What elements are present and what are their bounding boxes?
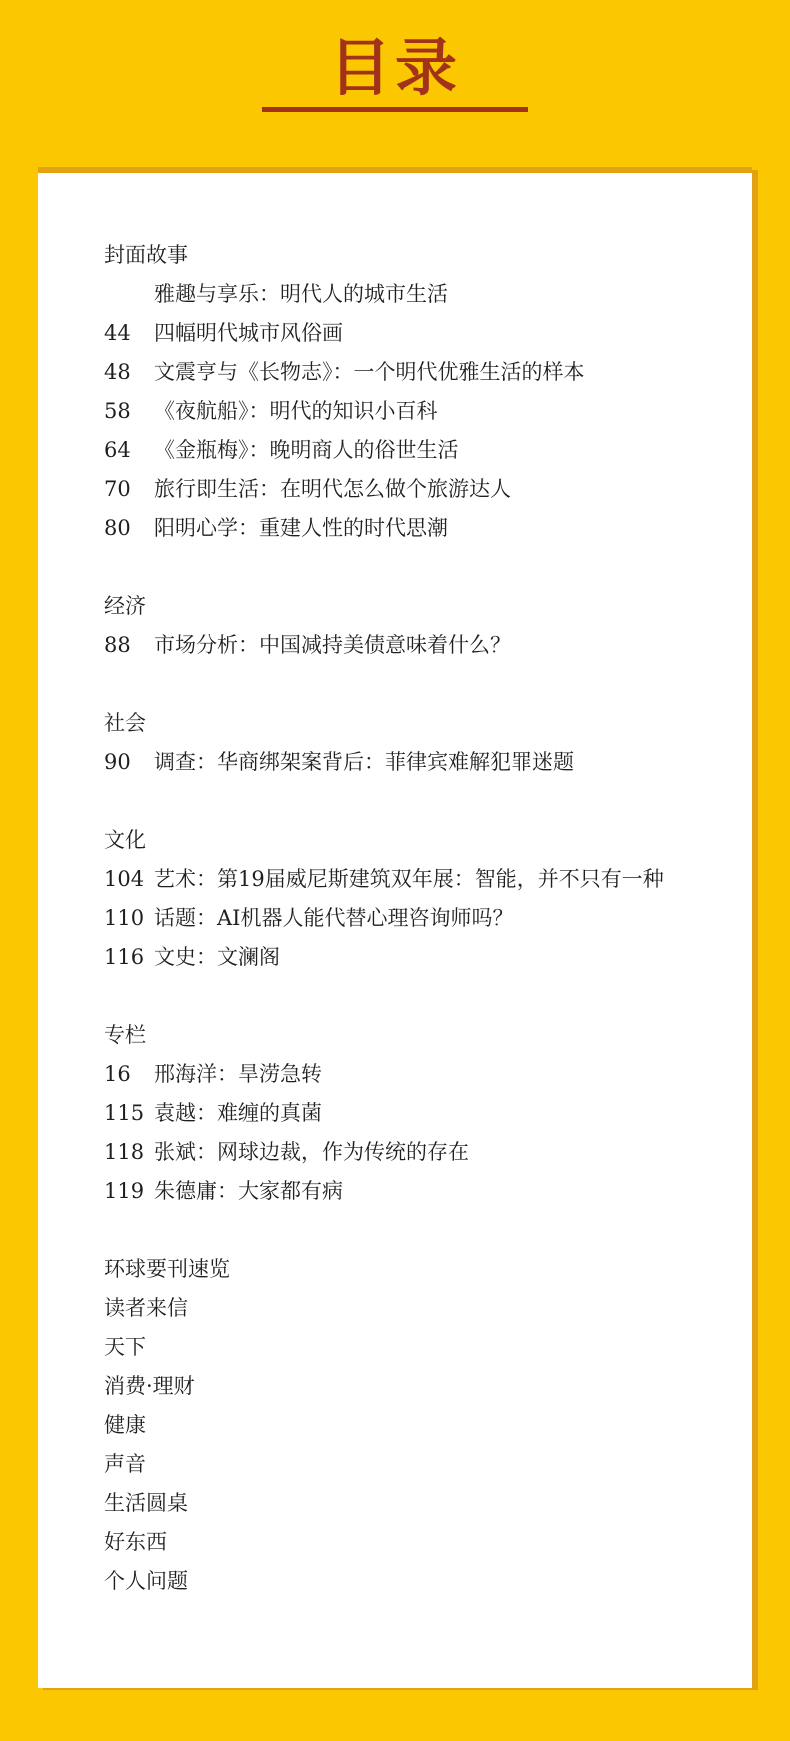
toc-entry-title: 文震亨与《长物志》：一个明代优雅生活的样本 bbox=[154, 360, 585, 384]
toc-entry-title: 旅行即生活：在明代怎么做个旅游达人 bbox=[154, 477, 511, 501]
misc-section-link[interactable]: 好东西 bbox=[104, 1530, 167, 1554]
toc-entry[interactable] bbox=[104, 1133, 716, 1172]
toc-entry-title: 袁越：难缠的真菌 bbox=[154, 1101, 322, 1125]
toc-entry[interactable] bbox=[104, 1172, 716, 1211]
toc-page-number: 115 bbox=[104, 1101, 145, 1125]
misc-section-link[interactable]: 消费·理财 bbox=[104, 1374, 195, 1398]
toc-page-number: 64 bbox=[104, 438, 131, 462]
toc-page-number: 110 bbox=[104, 906, 145, 930]
toc-page-number: 90 bbox=[104, 750, 131, 774]
toc-page-number bbox=[104, 275, 154, 314]
toc-entry[interactable] bbox=[104, 938, 716, 977]
section-gap bbox=[104, 782, 716, 821]
toc-entry-title: 雅趣与享乐：明代人的城市生活 bbox=[154, 282, 448, 306]
toc-page-number: 119 bbox=[104, 1179, 145, 1203]
toc-entry[interactable] bbox=[104, 1055, 716, 1094]
toc-page-number: 70 bbox=[104, 477, 131, 501]
toc-entry[interactable] bbox=[104, 1094, 716, 1133]
toc-entry[interactable] bbox=[104, 626, 716, 665]
misc-section-link[interactable]: 环球要刊速览 bbox=[104, 1257, 230, 1281]
toc-entry[interactable] bbox=[104, 314, 716, 353]
toc-page-number: 88 bbox=[104, 633, 131, 657]
misc-section-link[interactable]: 健康 bbox=[104, 1413, 146, 1437]
toc-entry-title: 四幅明代城市风俗画 bbox=[154, 321, 343, 345]
section-heading-columns: 专栏 bbox=[104, 1023, 146, 1047]
section-heading-economy: 经济 bbox=[104, 594, 146, 618]
toc-page-number: 118 bbox=[104, 1140, 145, 1164]
toc-page-number: 80 bbox=[104, 516, 131, 540]
misc-section-link[interactable]: 天下 bbox=[104, 1335, 146, 1359]
cover-story-lead[interactable] bbox=[104, 275, 716, 314]
toc-entry[interactable] bbox=[104, 392, 716, 431]
section-gap bbox=[104, 977, 716, 1016]
section-heading-society: 社会 bbox=[104, 711, 146, 735]
section-gap bbox=[104, 1211, 716, 1250]
page-title: 目录 bbox=[328, 31, 461, 104]
misc-section-link[interactable]: 个人问题 bbox=[104, 1569, 188, 1593]
toc-entry[interactable] bbox=[104, 860, 716, 899]
toc-entry-title: 《夜航船》：明代的知识小百科 bbox=[154, 399, 438, 423]
section-heading-culture: 文化 bbox=[104, 828, 146, 852]
toc-entry-title: 调查：华商绑架案背后：菲律宾难解犯罪迷题 bbox=[154, 750, 574, 774]
toc-page-number: 16 bbox=[104, 1062, 131, 1086]
misc-section-link[interactable]: 读者来信 bbox=[104, 1296, 188, 1320]
toc-entry-title: 话题：AI机器人能代替心理咨询师吗？ bbox=[154, 906, 514, 930]
toc-entry-title: 朱德庸：大家都有病 bbox=[154, 1179, 343, 1203]
toc-entry[interactable] bbox=[104, 431, 716, 470]
toc-page-number: 44 bbox=[104, 321, 131, 345]
toc-page-number: 58 bbox=[104, 399, 131, 423]
toc-page-number: 48 bbox=[104, 360, 131, 384]
section-gap bbox=[104, 665, 716, 704]
misc-section-link[interactable]: 声音 bbox=[104, 1452, 146, 1476]
toc-entry[interactable] bbox=[104, 470, 716, 509]
toc-entry[interactable] bbox=[104, 743, 716, 782]
toc-entry-title: 《金瓶梅》：晚明商人的俗世生活 bbox=[154, 438, 459, 462]
toc-entry-title: 阳明心学：重建人性的时代思潮 bbox=[154, 516, 448, 540]
misc-section-link[interactable]: 生活圆桌 bbox=[104, 1491, 188, 1515]
toc-entry-title: 邢海洋：旱涝急转 bbox=[154, 1062, 322, 1086]
toc-entry-title: 艺术：第19届威尼斯建筑双年展：智能，并不只有一种 bbox=[154, 867, 664, 891]
toc-entry[interactable] bbox=[104, 509, 716, 548]
toc-page-number: 104 bbox=[104, 867, 145, 891]
toc-entry-title: 市场分析：中国减持美债意味着什么？ bbox=[154, 633, 511, 657]
toc-entry[interactable] bbox=[104, 899, 716, 938]
table-of-contents bbox=[104, 236, 716, 1601]
toc-entry-title: 文史：文澜阁 bbox=[154, 945, 280, 969]
section-heading-cover-story: 封面故事 bbox=[104, 243, 188, 267]
toc-page-number: 116 bbox=[104, 945, 145, 969]
section-gap bbox=[104, 548, 716, 587]
toc-entry-title: 张斌：网球边裁，作为传统的存在 bbox=[154, 1140, 469, 1164]
title-underline bbox=[262, 107, 528, 112]
toc-entry[interactable] bbox=[104, 353, 716, 392]
